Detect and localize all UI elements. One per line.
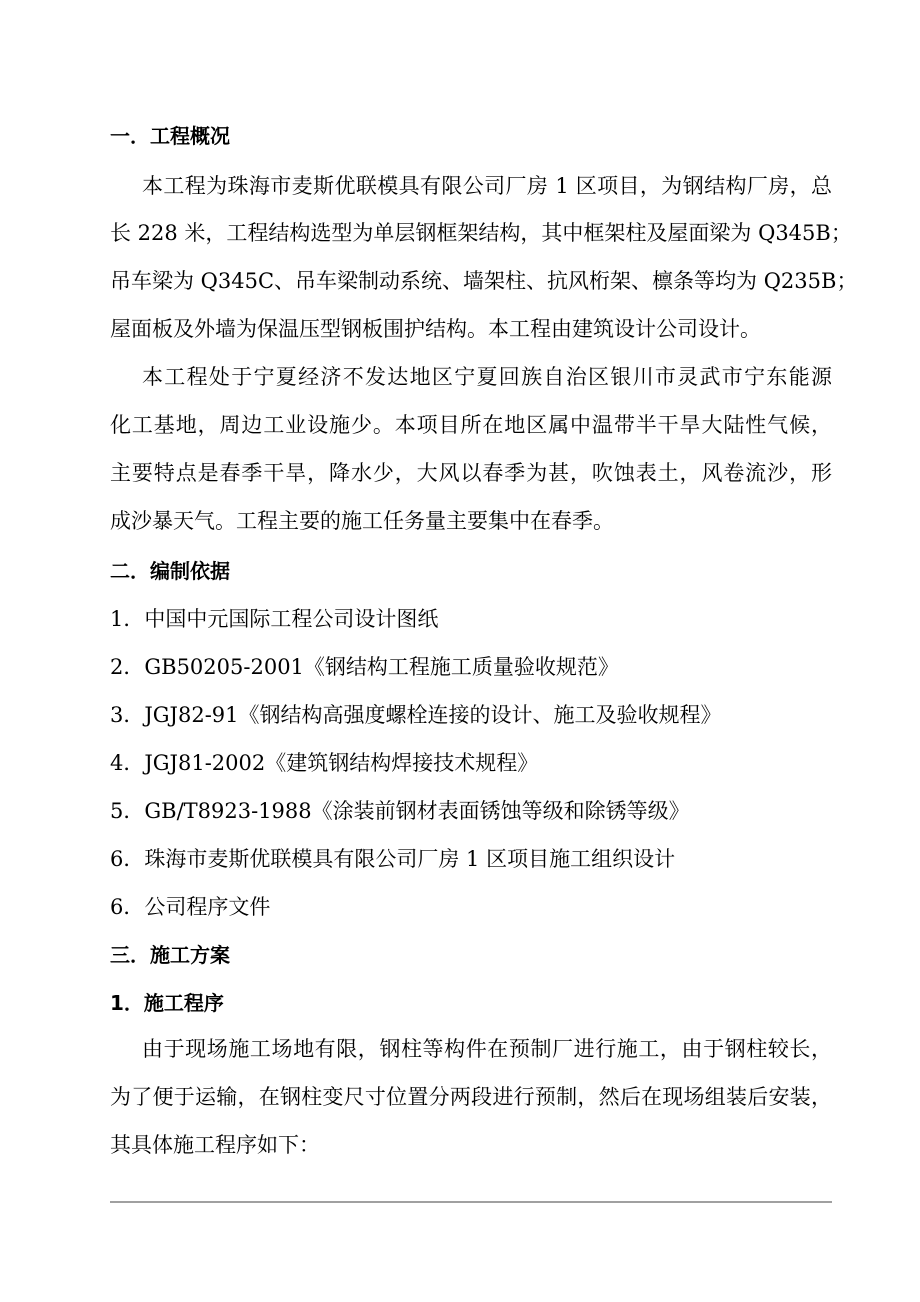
footer-divider [110, 1201, 832, 1203]
section-1-heading: 一．工程概况 [110, 124, 230, 148]
subsection-3-1-heading: 1．施工程序 [110, 991, 224, 1015]
paragraph-1-line-1: 本工程为珠海市麦斯优联模具有限公司厂房 1 区项目，为钢结构厂房，总 [142, 174, 832, 198]
paragraph-1-line-4: 屋面板及外墙为保温压型钢板围护结构。本工程由建筑设计公司设计。 [110, 317, 761, 341]
paragraph-2-line-4: 成沙暴天气。工程主要的施工任务量主要集中在春季。 [110, 509, 614, 533]
paragraph-1-line-3: 吊车梁为 Q345C、吊车梁制动系统、墙架柱、抗风桁架、檩条等均为 Q235B； [110, 269, 858, 293]
reference-item-1: 1．中国中元国际工程公司设计图纸 [110, 607, 439, 631]
paragraph-3-line-2: 为了便于运输，在钢柱变尺寸位置分两段进行预制，然后在现场组装后安装， [110, 1085, 832, 1109]
section-2-heading: 二．编制依据 [110, 559, 230, 583]
reference-item-3: 3．JGJ82-91《钢结构高强度螺栓连接的设计、施工及验收规程》 [110, 703, 722, 727]
reference-item-5: 5．GB/T8923-1988《涂装前钢材表面锈蚀等级和除锈等级》 [110, 799, 690, 823]
reference-item-4: 4．JGJ81-2002《建筑钢结构焊接技术规程》 [110, 751, 539, 775]
reference-item-7: 6．公司程序文件 [110, 895, 271, 919]
reference-item-2: 2．GB50205-2001《钢结构工程施工质量验收规范》 [110, 655, 619, 679]
reference-item-6: 6．珠海市麦斯优联模具有限公司厂房 1 区项目施工组织设计 [110, 847, 676, 871]
paragraph-2-line-3: 主要特点是春季干旱，降水少，大风以春季为甚，吹蚀表土，风卷流沙，形 [110, 461, 832, 485]
paragraph-3-line-1: 由于现场施工场地有限，钢柱等构件在预制厂进行施工，由于钢柱较长， [142, 1037, 832, 1061]
paragraph-2-line-2: 化工基地，周边工业设施少。本项目所在地区属中温带半干旱大陆性气候， [110, 413, 832, 437]
paragraph-2-line-1: 本工程处于宁夏经济不发达地区宁夏回族自治区银川市灵武市宁东能源 [142, 365, 832, 389]
paragraph-3-line-3: 其具体施工程序如下： [110, 1133, 320, 1157]
paragraph-1-line-2: 长 228 米，工程结构选型为单层钢框架结构，其中框架柱及屋面梁为 Q345B； [110, 221, 852, 245]
document-page [110, 0, 858, 1302]
section-3-heading: 三．施工方案 [110, 943, 230, 967]
